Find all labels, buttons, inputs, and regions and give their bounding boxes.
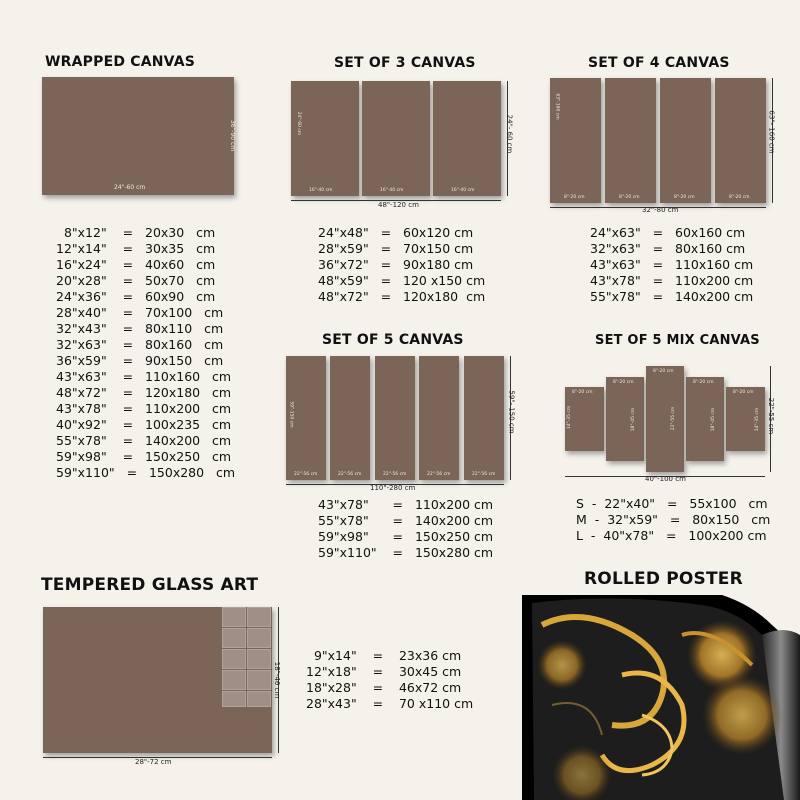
set3-panel-label: 16"-40 cm [309,188,333,193]
set4-panel-height-label: 63"-160 cm [554,93,560,120]
set5mix-total-width: 40"-100 cm [645,475,686,483]
set5-size-row: 59"x98" = 150x250 cm [318,529,494,544]
set5mix-panel-side-label: 14"-35 cm [755,407,761,432]
wrapped-size-row: 59"x98" = 150x250 cm [56,449,232,464]
set3-panel [433,81,501,196]
set5-size-row: 59"x110" = 150x280 cm [318,545,494,560]
wrapped-size-row: 24"x36" = 60x90 cm [56,289,216,304]
glass-size-row: 18"x28" = 46x72 cm [306,680,462,695]
set4-total-height: 63"- 160 cm [767,110,776,154]
wrapped-size-row: 55"x78" = 140x200 cm [56,433,232,448]
glass-size-row: 9"x14" = 23x36 cm [306,648,462,663]
wrapped-size-row: 43"x63" = 110x160 cm [56,369,232,384]
set5mix-panel [686,377,724,461]
set5-size-row: 55"x78" = 140x200 cm [318,513,494,528]
poster-artwork [522,595,800,800]
set3-size-row: 28"x59" = 70x150 cm [318,241,474,256]
set5mix-panel-top-label: 8"-20 cm [733,390,754,395]
set3-size-row: 36"x72" = 90x180 cm [318,257,474,272]
set4-preview [550,78,766,203]
wrapped-canvas-title: WRAPPED CANVAS [45,54,196,70]
set5mix-size-list [576,496,770,544]
set4-size-list [590,225,753,305]
wrapped-size-row: 36"x59" = 90x150 cm [56,353,224,368]
set4-size-row: 32"x63" = 80x160 cm [590,241,746,256]
set5-panel-label: 22"-56 cm [472,472,496,477]
set5mix-preview [565,366,765,472]
set3-size-row: 48"x72" = 120x180 cm [318,289,486,304]
set4-size-row: 24"x63" = 60x160 cm [590,225,746,240]
set5-total-width: 110"-280 cm [370,484,416,492]
set3-total-width: 48"-120 cm [378,201,419,209]
set5-panel [464,356,504,480]
set5-panel [419,356,459,480]
set5mix-size-row: L - 40"x78" = 100x200 cm [576,528,767,543]
wrapped-size-row: 12"x14" = 30x35 cm [56,241,216,256]
wrapped-size-row: 48"x72" = 120x180 cm [56,385,232,400]
set5-total-height: 59"- 150 cm [507,390,516,434]
wrapped-size-row: 32"x63" = 80x160 cm [56,337,224,352]
set4-title: SET OF 4 CANVAS [588,55,730,71]
wrapped-size-row: 43"x78" = 110x200 cm [56,401,232,416]
set5-panel [330,356,370,480]
glass-size-list [306,648,473,712]
glass-title: TEMPERED GLASS ART [41,575,259,595]
set3-panel-height-label: 24"-60 cm [296,111,302,136]
set5-panel [286,356,326,480]
wrapped-width-label: 24"-60 cm [114,184,146,191]
glass-preview [43,607,272,753]
set4-size-row: 43"x78" = 110x200 cm [590,273,754,288]
wrapped-canvas-preview [42,77,234,195]
set4-size-row: 43"x63" = 110x160 cm [590,257,754,272]
set4-panel-label: 8"-20 cm [674,195,695,200]
set4-total-width: 32"-80 cm [642,206,679,214]
set5-panel-label: 22"-56 cm [383,472,407,477]
set5mix-panel-side-label: 14"-35 cm [567,405,573,430]
set4-panel-label: 8"-20 cm [619,195,640,200]
set5mix-size-row: M - 32"x59" = 80x150 cm [576,512,771,527]
set5mix-panel-top-label: 8"-20 cm [572,390,593,395]
set5mix-panel [606,377,644,461]
glass-size-row: 28"x43" = 70 x110 cm [306,696,474,711]
wrapped-size-row: 28"x40" = 70x100 cm [56,305,224,320]
set3-preview [291,81,501,196]
set5mix-panel-top-label: 8"-20 cm [653,369,674,374]
set5-panel-label: 22"-56 cm [427,472,451,477]
set3-total-height: 24"- 60 cm [505,114,514,154]
set5-panel-label: 22"-56 cm [294,472,318,477]
wrapped-size-row: 8"x12" = 20x30 cm [56,225,216,240]
set5mix-title: SET OF 5 MIX CANVAS [595,333,760,348]
set3-size-list [318,225,485,305]
glass-width-label: 28"-72 cm [135,758,172,766]
set5-preview [286,356,504,480]
set5mix-panel-side-label: 18"-45 cm [631,407,637,432]
rolled-poster-image [522,595,800,800]
wrapped-height-label: 36"-90 cm [228,119,236,152]
set5mix-panel [646,366,684,472]
set3-panel [291,81,359,196]
set5-title: SET OF 5 CANVAS [322,332,464,348]
set4-panel [715,78,766,203]
set5mix-panel-side-label: 18"-45 cm [711,407,717,432]
set5mix-total-height: 22"-55 cm [767,397,776,435]
set3-size-row: 24"x48" = 60x120 cm [318,225,474,240]
set5mix-panel-top-label: 8"-20 cm [693,380,714,385]
glass-size-row: 12"x18" = 30x45 cm [306,664,462,679]
set5-size-list [318,497,493,561]
set5mix-size-row: S - 22"x40" = 55x100 cm [576,496,768,511]
set5mix-panel [726,387,765,451]
wrapped-size-row: 40"x92" = 100x235 cm [56,417,232,432]
glass-reflection [222,607,272,707]
set3-panel [362,81,430,196]
set3-panel-label: 16"-40 cm [451,188,475,193]
wrapped-size-row: 20"x28" = 50x70 cm [56,273,216,288]
set5-panel-label: 22"-56 cm [338,472,362,477]
glass-height-label: 18"-46 cm [273,661,282,699]
wrapped-size-row: 32"x43" = 80x110 cm [56,321,224,336]
set5mix-panel [565,387,604,451]
set4-size-row: 55"x78" = 140x200 cm [590,289,754,304]
wrapped-size-row: 59"x110" = 150x280 cm [56,465,236,480]
poster-title: ROLLED POSTER [584,569,743,589]
set5mix-panel-side-label: 22"-55 cm [671,406,677,431]
set4-panel-label: 8"-20 cm [564,195,585,200]
set4-panel [660,78,711,203]
set5-panel-height-label: 59"-150 cm [288,401,294,428]
set3-panel-label: 16"-40 cm [380,188,404,193]
wrapped-size-list [56,225,235,481]
set5-size-row: 43"x78" = 110x200 cm [318,497,494,512]
set3-size-row: 48"x59" = 120 x150 cm [318,273,486,288]
set4-panel [550,78,601,203]
set3-title: SET OF 3 CANVAS [334,55,476,71]
wrapped-size-row: 16"x24" = 40x60 cm [56,257,216,272]
set5mix-panel-top-label: 8"-20 cm [613,380,634,385]
set4-panel-label: 8"-20 cm [729,195,750,200]
set4-panel [605,78,656,203]
set5-panel [375,356,415,480]
